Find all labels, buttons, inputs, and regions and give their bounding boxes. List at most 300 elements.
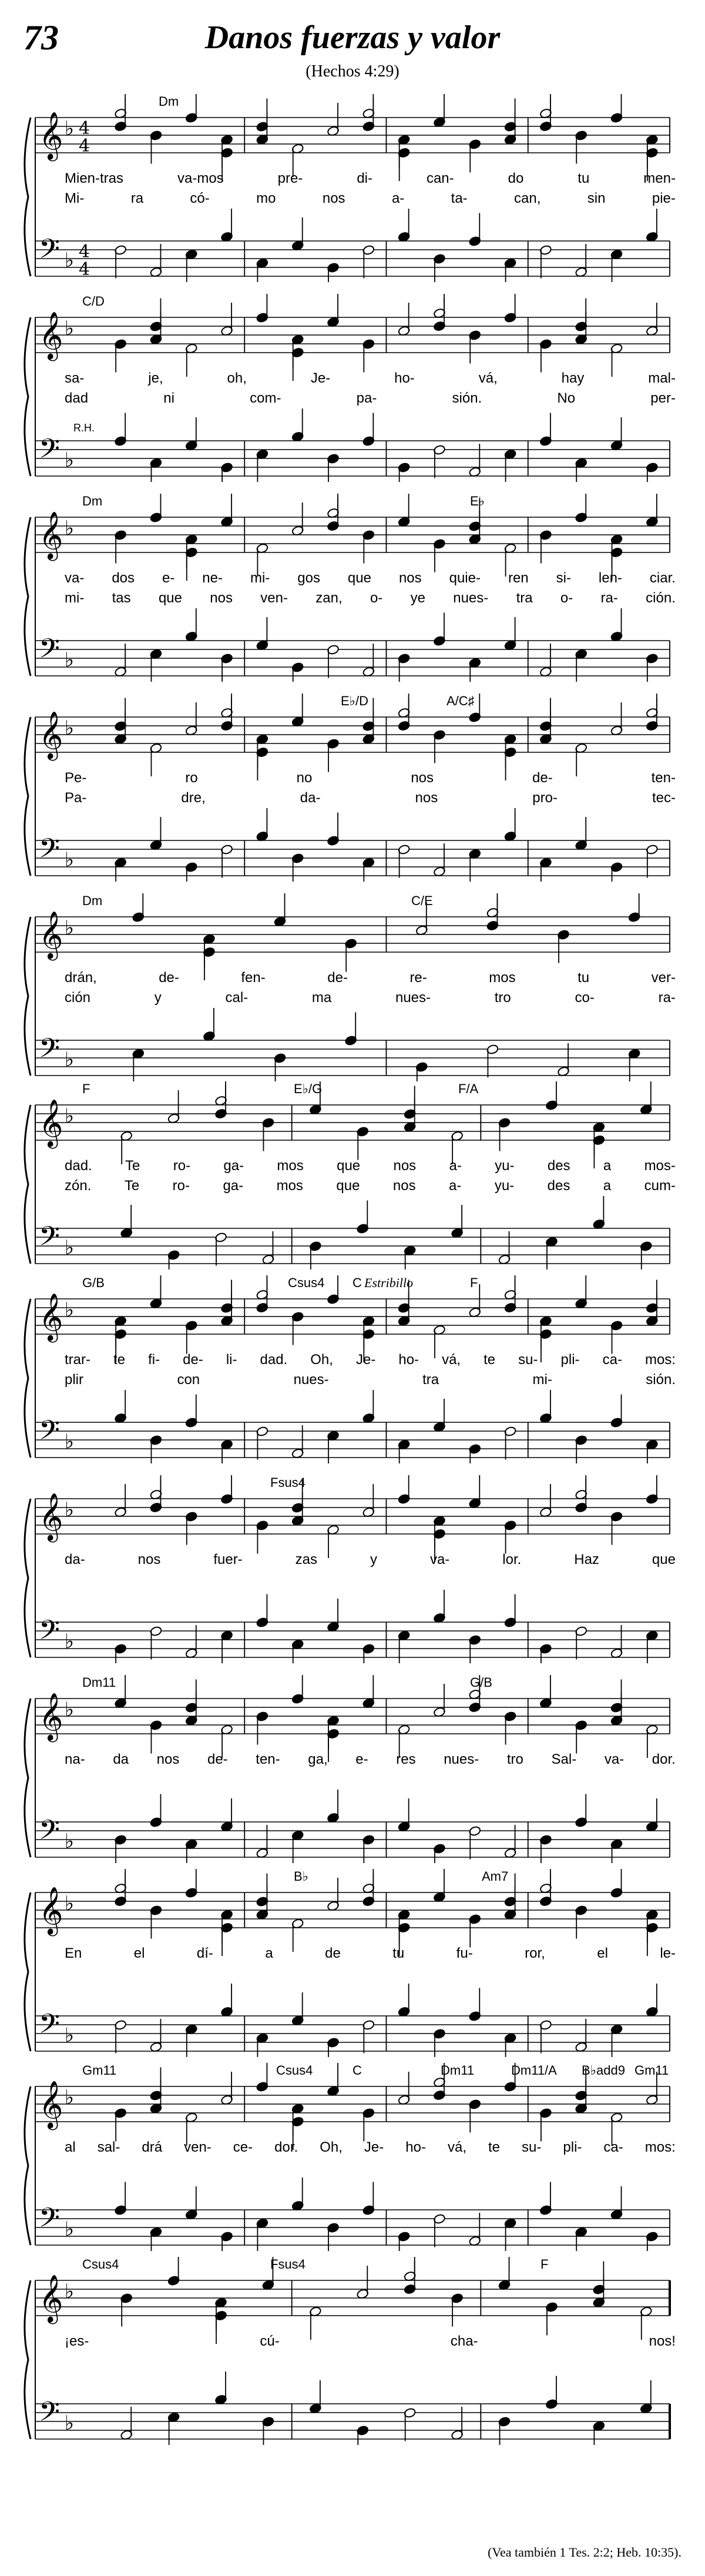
lyric-syllable: sin <box>587 190 606 206</box>
lyric-syllable: Mien-tras <box>65 170 124 186</box>
lyric-syllable: fuer- <box>213 1552 243 1567</box>
lyric-syllable: te <box>113 1352 126 1368</box>
treble-staff <box>35 1869 670 1956</box>
lyric-syllable: sión. <box>646 1372 676 1388</box>
lyric-syllable: a <box>603 1178 612 1194</box>
lyric-syllable: ver- <box>651 970 676 986</box>
chord-symbol: E♭/G <box>294 1081 323 1096</box>
footnote: (Vea también 1 Tes. 2:2; Heb. 10:35). <box>488 2545 682 2560</box>
bass-staff <box>35 1390 670 1463</box>
flat-icon: ♭ <box>65 1236 75 1259</box>
bass-staff <box>35 608 670 682</box>
lyric-syllable: mos <box>276 1178 303 1194</box>
lyric-syllable: zón. <box>65 1178 92 1194</box>
chord-symbol: Fsus4 <box>270 1475 306 1490</box>
lyric-syllable: tra <box>516 590 533 606</box>
treble-clef-icon: 𝄞 <box>39 1886 63 1934</box>
lyric-syllable: va- <box>429 1552 450 1567</box>
lyric-syllable: cú- <box>260 2333 280 2349</box>
time-signature: 4 <box>79 136 90 156</box>
lyric-syllable: tu <box>392 1945 405 1961</box>
lyric-syllable: tra <box>422 1372 439 1388</box>
lyric-syllable: que <box>652 1552 676 1567</box>
treble-staff <box>35 1675 670 1762</box>
staff-system <box>0 694 705 882</box>
lyric-syllable: o- <box>370 590 383 606</box>
flat-icon: ♭ <box>65 1048 75 1071</box>
staff-system <box>0 294 705 482</box>
lyric-syllable: li- <box>226 1352 237 1368</box>
brace <box>25 1299 31 1458</box>
chord-symbol: Dm11 <box>82 1675 116 1690</box>
lyric-syllable: ma <box>311 990 332 1006</box>
chord-symbol: C/D <box>82 294 105 309</box>
chord-symbol: B♭ <box>294 1869 309 1884</box>
lyric-syllable: dre, <box>181 790 206 806</box>
brace <box>25 1105 31 1264</box>
lyric-syllable: ra- <box>658 990 676 1006</box>
lyric-syllable: de- <box>532 770 553 786</box>
treble-clef-icon: 𝄞 <box>39 1692 63 1740</box>
time-signature: 4 <box>79 259 90 280</box>
flat-icon: ♭ <box>65 1430 75 1453</box>
lyric-syllable: va-mos <box>177 170 224 186</box>
lyric-syllable: vá, <box>442 1352 461 1368</box>
lyric-syllable: nues- <box>453 590 489 606</box>
brace <box>25 2280 31 2439</box>
staff-system <box>0 94 705 282</box>
lyric-syllable: no <box>296 770 313 786</box>
treble-clef-icon: 𝄞 <box>39 511 63 559</box>
flat-icon: ♭ <box>65 448 75 472</box>
lyric-syllable: des <box>547 1178 570 1194</box>
lyric-line <box>65 1750 676 1769</box>
treble-clef-icon: 𝄞 <box>39 910 63 959</box>
music-system <box>0 1475 705 1663</box>
chord-symbol: Dm <box>82 893 103 908</box>
lyric-syllable: nos <box>210 590 233 606</box>
staff-system <box>0 2063 705 2251</box>
lyric-syllable: re- <box>409 970 427 986</box>
lyric-syllable: plir <box>65 1372 84 1388</box>
lyric-line <box>65 1944 676 1963</box>
lyric-syllable: fen- <box>241 970 266 986</box>
flat-icon: ♭ <box>65 916 75 940</box>
lyric-syllable: tro <box>494 990 511 1006</box>
lyric-syllable: ra- <box>600 590 618 606</box>
lyric-syllable: mos- <box>644 1158 676 1174</box>
lyric-syllable: hay <box>561 370 585 386</box>
staff-system <box>0 1675 705 1863</box>
lyric-syllable: que <box>158 590 182 606</box>
treble-clef-icon: 𝄞 <box>39 711 63 759</box>
chord-symbol: C <box>352 1275 362 1290</box>
lyric-syllable: de- <box>159 970 179 986</box>
lyric-syllable: que <box>347 570 371 586</box>
lyric-syllable: Haz <box>574 1552 599 1567</box>
scripture-reference: (Hechos 4:29) <box>306 62 400 81</box>
lyric-syllable: dor. <box>274 2139 298 2155</box>
lyric-syllable: com- <box>250 390 281 406</box>
lyric-syllable: nos <box>156 1751 180 1767</box>
flat-icon: ♭ <box>65 848 75 872</box>
chord-symbol: Dm <box>82 494 103 508</box>
staff-system <box>0 2257 705 2445</box>
lyric-syllable: can- <box>426 170 454 186</box>
lyric-line <box>65 389 676 408</box>
lyric-syllable: pie- <box>652 190 676 206</box>
chord-symbol: Am7 <box>482 1869 509 1884</box>
lyric-syllable: Mi- <box>65 190 85 206</box>
lyric-syllable: drá <box>142 2139 163 2155</box>
lyric-syllable: No <box>557 390 576 406</box>
lyric-syllable: di- <box>357 170 372 186</box>
flat-icon: ♭ <box>65 317 75 340</box>
chord-symbol: G/B <box>82 1275 105 1290</box>
bass-clef-icon: 𝄢 <box>39 2202 61 2240</box>
chord-symbol: Dm <box>159 94 179 109</box>
lyric-syllable: des <box>547 1158 570 1174</box>
hymn-title: Danos fuerzas y valor <box>204 19 501 56</box>
music-system <box>0 893 705 1081</box>
treble-staff <box>35 94 670 181</box>
lyric-syllable: a- <box>449 1178 462 1194</box>
lyric-syllable: je, <box>148 370 163 386</box>
lyric-syllable: ca- <box>602 1352 622 1368</box>
flat-icon: ♭ <box>65 648 75 672</box>
chord-symbol: F <box>540 2257 549 2272</box>
bass-staff <box>35 1590 670 1663</box>
lyric-line <box>65 1157 676 1175</box>
lyric-syllable: ho- <box>398 1352 419 1368</box>
treble-staff <box>35 294 670 381</box>
chord-symbol: E♭ <box>470 494 485 508</box>
lyric-syllable: el <box>133 1945 145 1961</box>
chord-symbol: Dm11/A <box>511 2063 557 2078</box>
chord-symbol: C/E <box>411 893 433 908</box>
chord-symbol: E♭/D <box>341 694 369 708</box>
staff-system <box>0 494 705 682</box>
treble-clef-icon: 𝄞 <box>39 1492 63 1540</box>
lyric-syllable: gos <box>297 570 320 586</box>
treble-staff <box>35 1081 670 1168</box>
lyric-syllable: pli- <box>563 2139 582 2155</box>
lyric-syllable: y <box>370 1552 377 1567</box>
lyric-syllable: vá, <box>447 2139 466 2155</box>
lyric-syllable: Sal- <box>551 1751 577 1767</box>
lyric-syllable: a <box>603 1158 612 1174</box>
lyric-syllable: fu- <box>456 1945 473 1961</box>
lyric-syllable: men- <box>643 170 676 186</box>
staff-system <box>0 1475 705 1663</box>
lyric-syllable: Te <box>125 1158 140 1174</box>
treble-clef-icon: 𝄞 <box>39 2080 63 2128</box>
lyric-syllable: per- <box>650 390 676 406</box>
bass-clef-icon: 𝄢 <box>39 833 61 871</box>
chord-symbol: Dm11 <box>441 2063 475 2078</box>
brace <box>25 517 31 676</box>
chord-symbol: F <box>470 1275 478 1290</box>
chord-symbol: A/C♯ <box>446 694 475 708</box>
lyric-syllable: a <box>265 1945 273 1961</box>
lyric-syllable: pro- <box>532 790 558 806</box>
treble-clef-icon: 𝄞 <box>39 1098 63 1147</box>
lyric-syllable: pre- <box>277 170 303 186</box>
lyric-syllable: Te <box>124 1178 140 1194</box>
lyric-syllable: y <box>154 990 162 1006</box>
lyric-syllable: ye <box>410 590 425 606</box>
lyric-syllable: cha- <box>450 2333 478 2349</box>
music-system <box>0 1675 705 1863</box>
lyric-syllable: can, <box>514 190 541 206</box>
lyric-syllable: fi- <box>148 1352 160 1368</box>
lyric-syllable: yu- <box>495 1158 515 1174</box>
brace <box>25 317 31 476</box>
lyric-syllable: nos <box>411 770 434 786</box>
lyric-syllable: ro- <box>173 1158 191 1174</box>
staff-system <box>0 1081 705 1269</box>
lyric-syllable: le- <box>660 1945 676 1961</box>
lyric-syllable: ven- <box>260 590 288 606</box>
staff-system <box>0 893 705 1081</box>
lyric-syllable: dos <box>112 570 135 586</box>
treble-staff <box>35 494 670 581</box>
lyric-syllable: co- <box>575 990 595 1006</box>
lyric-syllable: mos: <box>644 1352 676 1368</box>
lyric-syllable: de <box>325 1945 341 1961</box>
lyric-syllable: nos <box>393 1158 417 1174</box>
chord-symbol: B♭add9 <box>582 2063 625 2078</box>
bass-clef-icon: 𝄢 <box>39 2008 61 2046</box>
lyric-line <box>65 569 676 588</box>
lyric-syllable: Je- <box>364 2139 384 2155</box>
lyric-syllable: e- <box>162 570 175 586</box>
treble-clef-icon: 𝄞 <box>39 1292 63 1341</box>
bass-staff <box>35 2178 670 2251</box>
bass-staff <box>35 408 670 482</box>
lyric-syllable: tas <box>112 590 131 606</box>
lyric-syllable: mo <box>256 190 276 206</box>
flat-icon: ♭ <box>65 2217 75 2241</box>
staff-system <box>0 1275 705 1463</box>
bass-clef-icon: 𝄢 <box>39 1033 61 1071</box>
time-signature: 4 <box>79 242 90 262</box>
treble-staff <box>35 2257 670 2344</box>
lyric-syllable: drán, <box>65 970 97 986</box>
lyric-syllable: ga- <box>223 1158 244 1174</box>
lyric-syllable: Oh, <box>310 1352 333 1368</box>
lyric-syllable: de- <box>183 1352 203 1368</box>
lyric-line <box>65 2332 676 2351</box>
chord-symbol: Gm11 <box>634 2063 669 2078</box>
lyric-line <box>65 1371 676 1389</box>
lyric-syllable: nos <box>415 790 438 806</box>
lyric-syllable: len- <box>598 570 622 586</box>
lyric-syllable: sa- <box>65 370 85 386</box>
lyric-syllable: yu- <box>494 1178 515 1194</box>
lyric-syllable: e- <box>355 1751 368 1767</box>
brace <box>25 717 31 876</box>
bass-staff <box>35 1196 670 1269</box>
lyric-syllable: va- <box>604 1751 625 1767</box>
flat-icon: ♭ <box>65 1630 75 1653</box>
music-system <box>0 1081 705 1269</box>
lyric-syllable: tec- <box>652 790 676 806</box>
lyric-syllable: mal- <box>648 370 676 386</box>
lyric-line <box>65 589 676 608</box>
lyric-syllable: ro <box>185 770 198 786</box>
lyric-syllable: do <box>508 170 524 186</box>
lyric-syllable: En <box>65 1945 82 1961</box>
lyric-syllable: ne- <box>202 570 223 586</box>
treble-staff <box>35 1475 670 1562</box>
chord-symbol: F/A <box>458 1081 479 1096</box>
lyric-syllable: ga- <box>223 1178 244 1194</box>
lyric-syllable: que <box>336 1178 360 1194</box>
chord-symbol: C <box>352 2063 362 2078</box>
bass-staff <box>35 1984 670 2057</box>
chord-symbol: G/B <box>470 1675 492 1690</box>
lyric-syllable: Pe- <box>65 770 87 786</box>
lyric-line <box>65 369 676 388</box>
flat-icon: ♭ <box>65 2411 75 2435</box>
lyric-syllable: el <box>597 1945 608 1961</box>
staff-system <box>0 1869 705 2057</box>
lyric-line <box>65 1177 676 1195</box>
music-system <box>0 1869 705 2057</box>
lyric-syllable: ho- <box>405 2139 426 2155</box>
lyric-syllable: va- <box>65 570 85 586</box>
lyric-syllable: a- <box>449 1158 462 1174</box>
lyric-syllable: tu <box>578 170 590 186</box>
lyric-line <box>65 769 676 788</box>
chord-symbol: Csus4 <box>288 1275 325 1290</box>
lyric-syllable: nos <box>137 1552 161 1567</box>
flat-icon: ♭ <box>65 1830 75 1853</box>
lyric-syllable: Pa- <box>65 790 87 806</box>
lyric-line <box>65 169 676 188</box>
lyric-syllable: zas <box>295 1552 318 1567</box>
music-system <box>0 294 705 482</box>
lyric-syllable: nos <box>398 570 422 586</box>
music-system <box>0 2257 705 2445</box>
bass-clef-icon: 𝄢 <box>39 2396 61 2434</box>
lyric-syllable: con <box>177 1372 200 1388</box>
music-system <box>0 1275 705 1463</box>
bass-clef-icon: 𝄢 <box>39 233 61 272</box>
lyric-syllable: zan, <box>315 590 343 606</box>
lyric-syllable: mi- <box>250 570 270 586</box>
flat-icon: ♭ <box>65 2024 75 2047</box>
lyric-syllable: trar- <box>65 1352 90 1368</box>
music-system <box>0 694 705 882</box>
bass-staff <box>35 2371 670 2445</box>
lyric-syllable: cum- <box>644 1178 676 1194</box>
brace <box>25 2086 31 2245</box>
bass-clef-icon: 𝄢 <box>39 1415 61 1453</box>
lyric-syllable: Je- <box>310 370 331 386</box>
bass-clef-icon: 𝄢 <box>39 1814 61 1853</box>
chord-symbol: Csus4 <box>82 2257 119 2272</box>
flat-icon: ♭ <box>65 1104 75 1128</box>
lyric-syllable: su- <box>522 2139 542 2155</box>
bass-staff <box>35 1008 670 1081</box>
brace <box>25 118 31 276</box>
music-system <box>0 94 705 282</box>
lyric-syllable: quie- <box>449 570 481 586</box>
lyric-syllable: o- <box>560 590 573 606</box>
lyric-syllable: ga, <box>308 1751 328 1767</box>
lyric-syllable: da- <box>65 1552 85 1567</box>
lyric-line <box>65 789 676 808</box>
lyric-syllable: có- <box>190 190 210 206</box>
lyric-syllable: ra <box>130 190 144 206</box>
lyric-syllable: na- <box>65 1751 85 1767</box>
lyric-syllable: lor. <box>502 1552 522 1567</box>
lyric-syllable: su- <box>518 1352 538 1368</box>
treble-clef-icon: 𝄞 <box>39 111 63 159</box>
flat-icon: ♭ <box>65 117 75 140</box>
music-system <box>0 2063 705 2251</box>
lyric-syllable: res <box>396 1751 416 1767</box>
lyric-syllable: ni <box>163 390 174 406</box>
bass-clef-icon: 𝄢 <box>39 1614 61 1653</box>
lyric-syllable: nos <box>392 1178 416 1194</box>
lyric-syllable: pa- <box>356 390 377 406</box>
right-hand-label: R.H. <box>73 422 95 434</box>
lyric-line <box>65 989 676 1007</box>
chord-symbol: Gm11 <box>82 2063 117 2078</box>
lyric-syllable: ven- <box>184 2139 212 2155</box>
lyric-syllable: ciar. <box>649 570 676 586</box>
flat-icon: ♭ <box>65 1892 75 1915</box>
lyric-syllable: mos <box>277 1158 304 1174</box>
brace <box>25 1892 31 2051</box>
lyric-syllable: sión. <box>452 390 482 406</box>
lyric-syllable: da <box>113 1751 129 1767</box>
lyric-syllable: nos! <box>649 2333 676 2349</box>
lyric-line <box>65 1550 676 1569</box>
lyric-line <box>65 2138 676 2157</box>
lyric-syllable: ta- <box>451 190 468 206</box>
bass-clef-icon: 𝄢 <box>39 633 61 671</box>
lyric-syllable: a- <box>391 190 405 206</box>
lyric-syllable: vá, <box>478 370 498 386</box>
lyric-syllable: dor. <box>652 1751 676 1767</box>
lyric-syllable: tro <box>506 1751 523 1767</box>
lyric-syllable: al <box>65 2139 76 2155</box>
lyric-syllable: ren <box>508 570 529 586</box>
section-label: Estribillo <box>364 1275 414 1290</box>
lyric-syllable: nues- <box>293 1372 329 1388</box>
lyric-syllable: nos <box>322 190 345 206</box>
bass-staff <box>35 808 670 882</box>
flat-icon: ♭ <box>65 2086 75 2109</box>
bass-staff <box>35 209 670 282</box>
lyric-syllable: cal- <box>225 990 249 1006</box>
lyric-syllable: ce- <box>233 2139 253 2155</box>
lyric-syllable: que <box>337 1158 361 1174</box>
lyric-syllable: te <box>488 2139 501 2155</box>
lyric-syllable: nues- <box>444 1751 479 1767</box>
lyric-syllable: dad. <box>260 1352 288 1368</box>
lyric-line <box>65 189 676 208</box>
chord-symbol: Fsus4 <box>270 2257 306 2272</box>
lyric-syllable: tu <box>578 970 590 986</box>
lyric-syllable: si- <box>556 570 571 586</box>
chord-symbol: Csus4 <box>276 2063 313 2078</box>
lyric-syllable: ción. <box>646 590 676 606</box>
